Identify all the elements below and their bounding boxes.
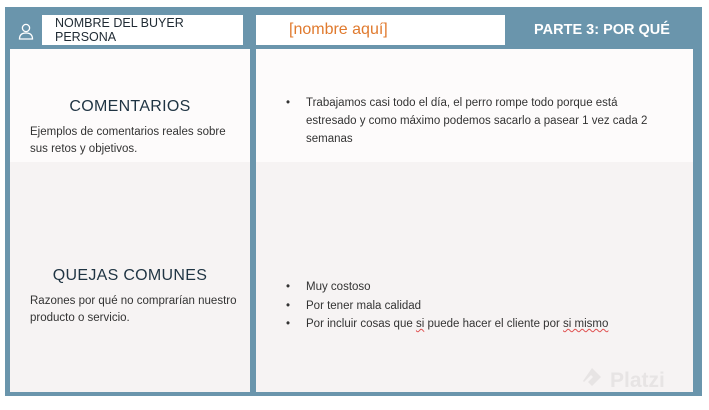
complaints-list — [286, 278, 666, 334]
list-item: • Trabajamos casi todo el día, el perro rompe todo porque está estresado y como máximo podemos sacarlo a pasear 1 vez cada 2 semanas — [286, 94, 666, 148]
spellcheck-word: si mismo — [563, 318, 609, 330]
list-item-text: Por incluir cosas que — [306, 318, 416, 330]
comments-list — [286, 94, 666, 148]
complaints-description: Razones por qué no comprarían nuestro producto o servicio. — [30, 295, 237, 324]
user-icon — [11, 16, 41, 46]
spellcheck-word: si — [415, 318, 425, 330]
left-panel — [10, 49, 250, 392]
comments-title: COMENTARIOS — [69, 98, 191, 115]
platzi-logo-icon — [580, 366, 604, 396]
list-item: • Muy costoso — [286, 278, 666, 297]
buyer-persona-card — [5, 7, 702, 396]
watermark-text: Platzi — [610, 369, 665, 392]
list-item — [286, 315, 666, 334]
persona-name-field[interactable]: [nombre aquí] — [256, 15, 505, 45]
right-panel — [256, 49, 693, 392]
list-item: • Por tener mala calidad — [286, 297, 666, 316]
list-item-text: puede hacer el cliente por — [424, 318, 563, 330]
part-title: PARTE 3: POR QUÉ — [534, 22, 670, 38]
buyer-persona-label: NOMBRE DEL BUYER PERSONA — [42, 15, 243, 45]
complaints-title: QUEJAS COMUNES — [52, 267, 208, 284]
comments-description: Ejemplos de comentarios reales sobre sus retos y objetivos. — [30, 126, 226, 155]
platzi-watermark — [580, 366, 665, 396]
